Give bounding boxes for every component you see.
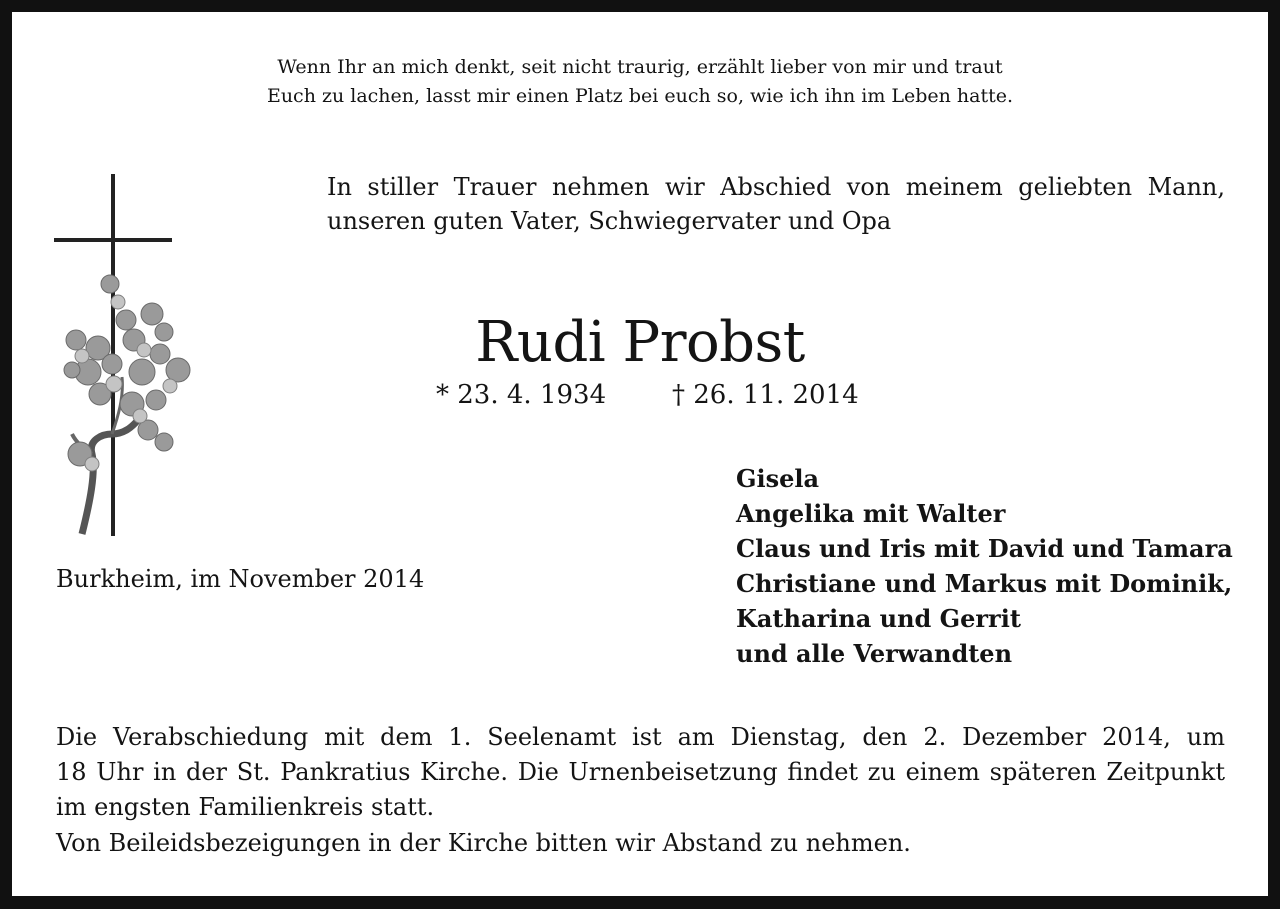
lead-line-2: unseren guten Vater, Schwiegervater und Opa — [327, 207, 892, 235]
family-line: Katharina und Gerrit — [736, 604, 1021, 633]
family-line: Claus und Iris mit David und Tamara — [736, 534, 1233, 563]
motto-line-2: Euch zu lachen, lasst mir einen Platz bei euch so, wie ich ihn im Leben hatte. — [266, 85, 1014, 107]
place-and-date: Burkheim, im November 2014 — [56, 565, 425, 593]
birth-date: * 23. 4. 1934 — [436, 380, 607, 410]
lead-line-1: In stiller Trauer nehmen wir Abschied von meinem geliebten Mann, — [327, 173, 1225, 201]
service-line-4: Von Beileidsbezeigungen in der Kirche bitten wir Abstand zu nehmen. — [56, 829, 911, 857]
service-line-2: 18 Uhr in der St. Pankratius Kirche. Die Urnenbeisetzung findet zu einem späteren Zeitpunkt — [56, 758, 1225, 786]
death-date: † 26. 11. 2014 — [672, 380, 859, 410]
family-line: und alle Verwandten — [736, 639, 1013, 668]
family-line: Gisela — [736, 464, 820, 493]
deceased-name: Rudi Probst — [475, 310, 805, 375]
family-line: Christiane und Markus mit Dominik, — [736, 569, 1233, 598]
service-line-1: Die Verabschiedung mit dem 1. Seelenamt ist am Dienstag, den 2. Dezember 2014, um — [56, 723, 1225, 751]
motto-line-1: Wenn Ihr an mich denkt, seit nicht traurig, erzählt lieber von mir und traut — [277, 56, 1003, 78]
family-line: Angelika mit Walter — [736, 499, 1006, 528]
family-signatures — [736, 461, 1233, 671]
obituary-notice — [12, 12, 1268, 896]
service-line-3: im engsten Familienkreis statt. — [56, 793, 435, 821]
